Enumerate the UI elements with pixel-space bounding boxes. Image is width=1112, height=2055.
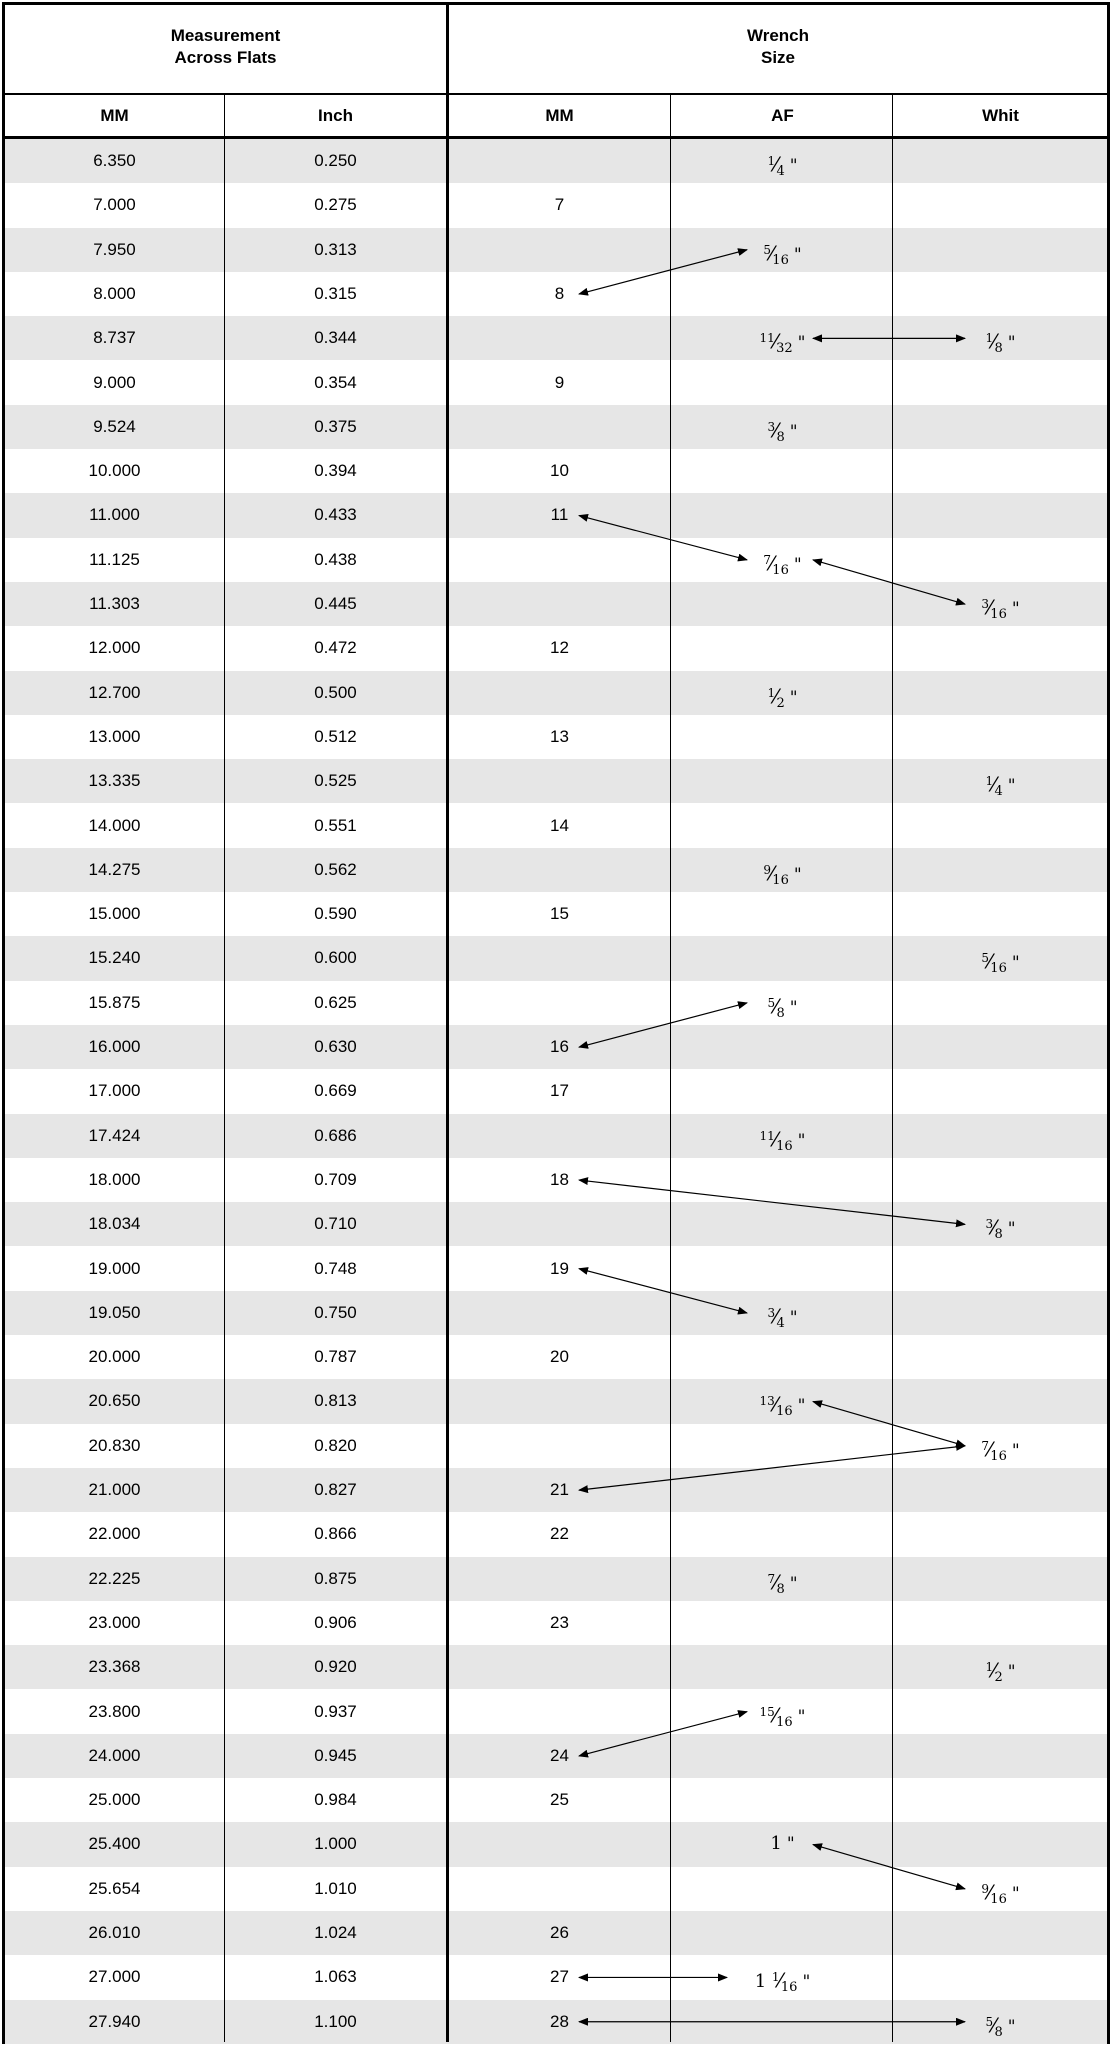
inch-mark: " [1007, 776, 1016, 797]
cell-mm: 14.275 [88, 859, 141, 879]
cell-mm: 6.350 [93, 151, 136, 170]
cell-wmm: 28 [550, 2011, 569, 2031]
equivalence-arrow [579, 1446, 965, 1490]
inch-mark: " [1011, 1883, 1020, 1904]
cell-inch: 0.275 [314, 195, 357, 215]
fraction-slash: ⁄ [769, 550, 774, 575]
cell-mm: 11.303 [89, 594, 140, 613]
numerator: 3 [981, 597, 989, 611]
inch-mark: " [789, 997, 798, 1018]
numerator: 7 [763, 552, 771, 567]
cell-inch: 0.445 [314, 594, 357, 613]
cell-mm: 17.424 [88, 1125, 141, 1145]
cell-inch: 0.820 [314, 1435, 357, 1455]
numerator: 5 [981, 951, 989, 966]
numerator: 13 [759, 1394, 775, 1409]
cell-mm: 21.000 [88, 1480, 141, 1499]
inch-mark: " [789, 156, 798, 176]
cell-inch: 0.750 [314, 1302, 357, 1322]
cell-wmm: 8 [554, 283, 565, 303]
equivalence-arrows [5, 5, 1107, 2042]
cell-mm: 26.010 [88, 1923, 141, 1942]
inch-mark: " [1011, 599, 1020, 619]
cell-inch: 0.630 [314, 1037, 357, 1056]
cell-mm: 20.000 [88, 1347, 141, 1367]
cell-mm: 25.000 [88, 1790, 141, 1810]
cell-inch: 0.686 [314, 1125, 357, 1145]
inch-mark: " [1007, 1219, 1016, 1240]
whole-part: 1 [754, 1971, 772, 1993]
numerator: 3 [767, 419, 776, 434]
cell-mm: 23.800 [88, 1701, 141, 1721]
cell-mm: 10.000 [88, 461, 141, 481]
fraction-slash: ⁄ [773, 1392, 778, 1417]
cell-wmm: 23 [550, 1612, 569, 1632]
numerator: 1 [767, 154, 776, 168]
cell-mm: 19.000 [88, 1258, 141, 1278]
fraction-slash: ⁄ [773, 1126, 778, 1151]
numerator: 5 [767, 995, 776, 1010]
inch-mark: " [789, 421, 798, 442]
measurement-header-line1: Measurement [170, 26, 281, 45]
cell-inch: 0.920 [314, 1657, 357, 1677]
cell-inch: 0.827 [314, 1480, 357, 1499]
cell-mm: 16.000 [88, 1037, 141, 1056]
cell-wmm: 21 [550, 1480, 569, 1499]
fraction-slash: ⁄ [774, 1303, 778, 1328]
cell-mm: 15.875 [88, 992, 141, 1012]
fraction-slash: ⁄ [987, 949, 992, 974]
inch-mark: " [793, 864, 802, 885]
cell-inch: 0.813 [314, 1391, 357, 1411]
cell-inch: 0.748 [314, 1258, 357, 1278]
cell-inch: 0.945 [314, 1745, 357, 1765]
cell-inch: 0.984 [314, 1790, 357, 1810]
cell-wmm: 14 [550, 815, 569, 835]
equivalence-arrow [813, 1845, 965, 1889]
denominator: 16 [772, 562, 789, 578]
cell-inch: 1.024 [314, 1923, 357, 1942]
cell-inch: 0.709 [314, 1169, 357, 1189]
cell-mm: 20.830 [88, 1435, 141, 1455]
fraction-slash: ⁄ [778, 1968, 782, 1993]
cell-inch: 0.500 [314, 682, 357, 702]
numerator: 9 [763, 862, 771, 877]
cell-mm: 27.000 [88, 1967, 141, 1987]
cell-wmm: 16 [550, 1037, 569, 1056]
inch-mark: " [1007, 2016, 1016, 2037]
cell-mm: 25.400 [88, 1834, 141, 1854]
wrench-header-line2: Size [760, 48, 796, 67]
cell-wmm: 11 [550, 505, 569, 525]
numerator: 1 [985, 774, 994, 789]
numerator: 1 [767, 685, 776, 700]
equivalence-arrow [579, 1180, 965, 1224]
numerator: 5 [763, 242, 771, 257]
cell-inch: 0.551 [314, 815, 357, 835]
cell-wmm: 12 [550, 638, 569, 658]
col-header-inch: Inch [318, 106, 353, 125]
whole-value: 1 [770, 1833, 782, 1855]
cell-wmm: 25 [550, 1790, 569, 1810]
denominator: 16 [776, 1404, 793, 1420]
cell-mm: 18.000 [88, 1169, 141, 1189]
cell-wmm: 17 [550, 1081, 569, 1101]
cell-inch: 0.525 [314, 771, 357, 791]
denominator: 8 [776, 1005, 785, 1021]
cell-mm: 12.700 [88, 682, 141, 702]
equivalence-arrow [579, 1269, 747, 1313]
fraction-slash: ⁄ [769, 240, 774, 265]
inch-mark: " [1011, 1440, 1020, 1461]
fraction-slash: ⁄ [774, 417, 778, 442]
equivalence-arrow [579, 516, 747, 560]
denominator: 4 [776, 1315, 785, 1331]
cell-inch: 0.787 [314, 1347, 357, 1367]
denominator: 16 [772, 252, 789, 268]
col-header-whit: Whit [982, 106, 1019, 125]
cell-mm: 19.050 [88, 1302, 141, 1322]
inch-mark: " [802, 1972, 811, 1993]
cell-inch: 0.433 [314, 505, 357, 525]
cell-mm: 27.940 [88, 2011, 141, 2031]
denominator: 16 [780, 1980, 798, 1996]
cell-mm: 7.000 [93, 195, 136, 215]
cell-wmm: 19 [550, 1258, 569, 1278]
cell-mm: 25.654 [88, 1878, 141, 1898]
cell-inch: 0.354 [314, 372, 357, 392]
cell-wmm: 20 [550, 1347, 569, 1367]
fraction-slash: ⁄ [992, 772, 996, 797]
cell-inch: 0.438 [314, 549, 357, 569]
inch-mark: " [1007, 333, 1016, 354]
cell-inch: 0.866 [314, 1524, 357, 1544]
numerator: 3 [985, 1217, 994, 1232]
cell-mm: 18.034 [88, 1214, 141, 1234]
fraction-slash: ⁄ [987, 595, 992, 619]
denominator: 16 [990, 961, 1007, 977]
cell-inch: 0.375 [314, 416, 357, 436]
cell-inch: 1.063 [314, 1967, 357, 1987]
denominator: 8 [994, 2024, 1003, 2040]
denominator: 16 [990, 1891, 1007, 1907]
fraction-slash: ⁄ [992, 1215, 996, 1240]
cell-inch: 0.472 [314, 638, 357, 658]
denominator: 16 [990, 1448, 1007, 1464]
cell-mm: 15.240 [88, 948, 141, 968]
fraction-slash: ⁄ [774, 152, 778, 176]
denominator: 2 [994, 1670, 1003, 1686]
inch-mark: " [797, 1130, 806, 1151]
numerator: 15 [759, 1704, 775, 1719]
numerator: 7 [767, 1571, 776, 1586]
cell-mm: 22.000 [88, 1524, 141, 1544]
cell-mm: 14.000 [88, 815, 141, 835]
inch-mark: " [789, 1307, 798, 1328]
denominator: 16 [990, 607, 1007, 622]
fraction-slash: ⁄ [774, 683, 778, 708]
cell-wmm: 10 [550, 461, 569, 481]
denominator: 8 [776, 1581, 785, 1597]
inch-mark: " [793, 554, 802, 575]
denominator: 8 [776, 429, 785, 445]
cell-mm: 8.000 [93, 283, 136, 303]
numerator: 7 [981, 1438, 989, 1453]
equivalence-arrow [813, 560, 965, 604]
inch-mark: " [789, 1573, 798, 1594]
equivalence-arrow [579, 250, 747, 294]
cell-mm: 20.650 [88, 1391, 141, 1411]
denominator: 8 [994, 341, 1003, 357]
cell-inch: 0.937 [314, 1701, 357, 1721]
equivalence-arrow [579, 1712, 747, 1756]
col-header-af: AF [771, 106, 794, 125]
cell-inch: 1.000 [314, 1834, 357, 1854]
inch-mark: " [786, 1834, 795, 1855]
cell-wmm: 24 [550, 1745, 569, 1765]
numerator: 1 [771, 1970, 780, 1985]
cell-mm: 9.000 [93, 372, 136, 392]
cell-wmm: 22 [550, 1524, 569, 1544]
cell-mm: 8.737 [93, 328, 136, 348]
fraction-slash: ⁄ [773, 329, 778, 354]
fraction-slash: ⁄ [769, 860, 774, 885]
cell-mm: 13.000 [88, 726, 141, 746]
fraction-slash: ⁄ [987, 1879, 992, 1904]
denominator: 16 [776, 1138, 793, 1154]
col-header-mm: MM [100, 106, 129, 125]
inch-mark: " [1007, 1662, 1016, 1683]
cell-wmm: 26 [550, 1923, 569, 1942]
cell-wmm: 13 [550, 726, 569, 746]
denominator: 4 [776, 164, 785, 179]
inch-mark: " [797, 1706, 806, 1727]
inch-mark: " [797, 333, 806, 354]
denominator: 16 [772, 872, 789, 888]
cell-mm: 9.524 [93, 416, 136, 436]
fraction-slash: ⁄ [774, 993, 778, 1018]
cell-mm: 23.368 [88, 1657, 141, 1677]
col-header-wrench-mm: MM [545, 106, 574, 125]
cell-mm: 11.125 [89, 549, 140, 569]
numerator: 11 [759, 331, 775, 346]
cell-mm: 13.335 [88, 771, 141, 791]
cell-mm: 22.225 [88, 1568, 141, 1588]
inch-mark: " [789, 687, 798, 708]
equivalence-arrow [579, 1003, 747, 1047]
cell-mm: 11.000 [89, 505, 140, 525]
cell-inch: 0.250 [314, 151, 357, 170]
cell-wmm: 15 [550, 904, 569, 924]
cell-mm: 23.000 [88, 1612, 141, 1632]
numerator: 1 [985, 1660, 994, 1675]
cell-inch: 0.600 [314, 948, 357, 968]
denominator: 2 [776, 695, 785, 711]
cell-wmm: 18 [550, 1169, 569, 1189]
fraction-slash: ⁄ [773, 1702, 778, 1727]
inch-mark: " [1011, 953, 1020, 974]
cell-inch: 1.010 [314, 1878, 357, 1898]
numerator: 9 [981, 1881, 989, 1896]
cell-mm: 24.000 [88, 1745, 141, 1765]
cell-mm: 15.000 [88, 904, 141, 924]
denominator: 16 [776, 1714, 793, 1730]
numerator: 11 [759, 1128, 775, 1143]
cell-inch: 0.562 [314, 859, 357, 879]
cell-inch: 0.625 [314, 992, 357, 1012]
cell-inch: 0.313 [314, 239, 357, 259]
fraction-slash: ⁄ [992, 1658, 996, 1683]
cell-wmm: 9 [554, 372, 565, 392]
equivalence-arrow [813, 1402, 965, 1446]
cell-inch: 0.315 [314, 283, 357, 303]
cell-inch: 0.394 [314, 461, 357, 481]
fraction-slash: ⁄ [987, 1436, 992, 1461]
cell-inch: 0.590 [314, 904, 357, 924]
denominator: 8 [994, 1227, 1003, 1243]
fraction-slash: ⁄ [992, 2012, 996, 2037]
cell-inch: 0.512 [314, 726, 357, 746]
inch-mark: " [797, 1396, 806, 1417]
numerator: 5 [985, 2014, 994, 2029]
fraction-slash: ⁄ [774, 1569, 778, 1594]
denominator: 4 [994, 784, 1003, 800]
cell-inch: 0.344 [314, 328, 357, 348]
fraction-slash: ⁄ [992, 329, 996, 354]
denominator: 32 [776, 341, 793, 357]
wrench-size-table [2, 2, 1110, 2044]
cell-inch: 0.669 [314, 1081, 357, 1101]
numerator: 3 [767, 1305, 776, 1320]
measurement-header-line2: Across Flats [174, 48, 277, 67]
wrench-header-line1: Wrench [746, 26, 810, 45]
cell-mm: 17.000 [88, 1081, 141, 1101]
cell-inch: 0.875 [314, 1568, 357, 1588]
cell-inch: 0.906 [314, 1612, 357, 1632]
cell-wmm: 27 [550, 1967, 569, 1987]
cell-mm: 12.000 [88, 638, 141, 658]
inch-mark: " [793, 244, 802, 265]
cell-inch: 1.100 [314, 2011, 357, 2031]
cell-wmm: 7 [554, 195, 565, 215]
cell-mm: 7.950 [93, 239, 136, 259]
cell-inch: 0.710 [314, 1214, 357, 1234]
numerator: 1 [985, 331, 994, 346]
